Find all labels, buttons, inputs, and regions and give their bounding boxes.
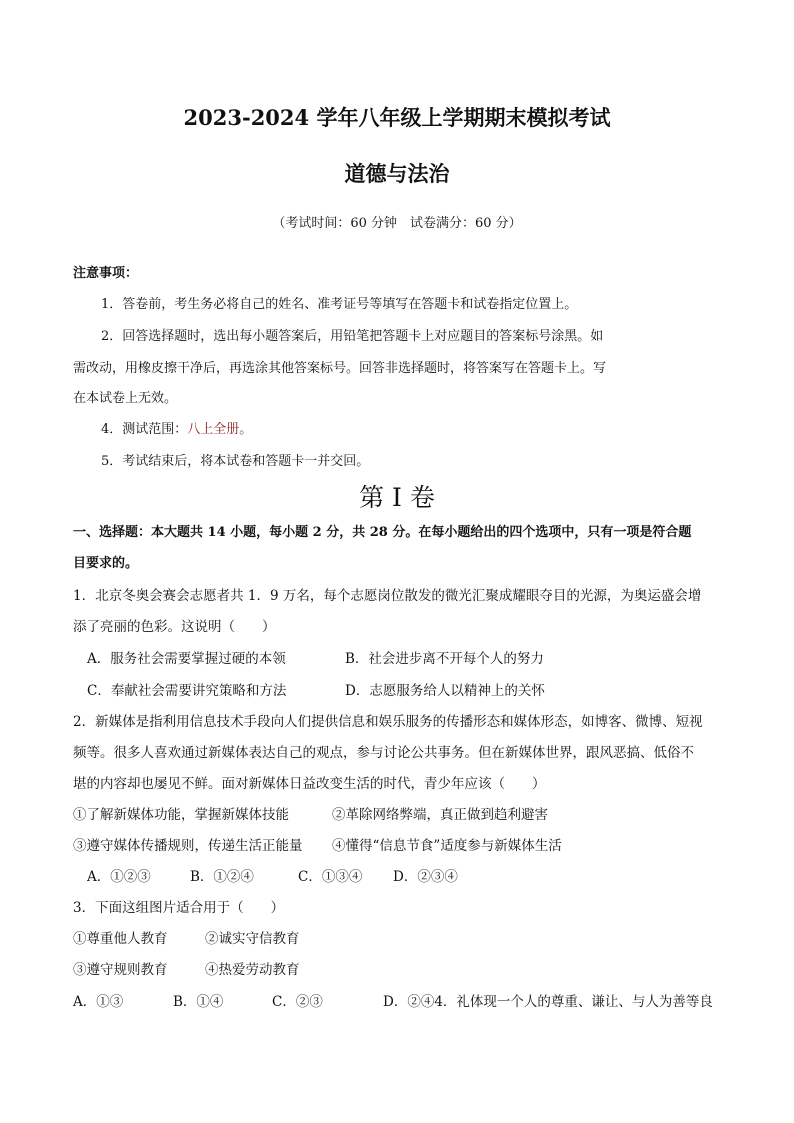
q3-statement-4: ④热爱劳动教育 <box>205 962 300 978</box>
q2-option-d: D．②③④ <box>393 869 458 885</box>
notice-item-5: 5．考试结束后，将本试卷和答题卡一并交回。 <box>101 454 370 469</box>
notice-item-2-line-2: 需改动，用橡皮擦干净后，再选涂其他答案标号。回答非选择题时，将答案写在答题卡上。写 <box>73 361 607 376</box>
q2-stem-line-3: 堪的内容却也屡见不鲜。面对新媒体日益改变生活的时代，青少年应该（ ） <box>73 776 546 792</box>
q3-option-b: B．①④ <box>173 994 224 1010</box>
notice-item-4 <box>101 421 252 439</box>
notice-item-1: 1．答卷前，考生务必将自己的姓名、准考证号等填写在答题卡和试卷指定位置上。 <box>101 297 578 312</box>
q1-option-c: C．奉献社会需要讲究策略和方法 <box>87 683 287 699</box>
q3-option-d-and-q4-start: D．②④4．礼体现一个人的尊重、谦让、与人为善等良 <box>383 994 713 1010</box>
notice-item-4-prefix: 4．测试范围： <box>101 422 188 437</box>
subject-title: 道德与法治 <box>344 161 450 186</box>
q2-option-a: A．①②③ <box>87 869 151 885</box>
q2-stem-line-1: 2．新媒体是指利用信息技术手段向人们提供信息和娱乐服务的传播形态和媒体形态，如博客、微博、短视 <box>73 714 703 730</box>
q1-option-d: D．志愿服务给人以精神上的关怀 <box>345 683 545 699</box>
exam-title: 2023-2024 学年八年级上学期期末模拟考试 <box>183 105 611 130</box>
section-1-line-2: 目要求的。 <box>73 556 139 571</box>
q1-stem-line-1: 1．北京冬奥会赛会志愿者共 1．9 万名，每个志愿岗位散发的微光汇聚成耀眼夺目的光源，为奥运盛会增 <box>73 588 702 604</box>
section-1-line-1: 一、选择题：本大题共 14 小题，每小题 2 分，共 28 分。在每小题给出的四个选项中，只有一项是符合题 <box>73 525 692 540</box>
q2-option-b: B．①②④ <box>190 869 254 885</box>
q3-option-a: A．①③ <box>73 994 124 1010</box>
q3-statement-1: ①尊重他人教育 <box>73 931 168 947</box>
q2-statement-4: ④懂得“信息节食”适度参与新媒体生活 <box>332 838 562 854</box>
notice-item-2-line-1: 2．回答选择题时，选出每小题答案后，用铅笔把答题卡上对应题目的答案标号涂黑。如 <box>101 329 604 344</box>
q2-statement-2: ②革除网络弊端，真正做到趋利避害 <box>332 807 548 823</box>
notice-item-2-line-3: 在本试卷上无效。 <box>73 391 178 406</box>
q1-stem-line-2: 添了亮丽的色彩。这说明（ ） <box>73 619 276 635</box>
q2-stem-line-2: 频等。很多人喜欢通过新媒体表达自己的观点，参与讨论公共事务。但在新媒体世界，跟风恶搞、低俗不 <box>73 745 694 761</box>
volume-title: 第 I 卷 <box>359 483 435 512</box>
q3-statement-2: ②诚实守信教育 <box>205 931 300 947</box>
q3-stem: 3．下面这组图片适合用于（ ） <box>73 900 285 916</box>
q3-option-c: C．②③ <box>272 994 323 1010</box>
notice-heading: 注意事项： <box>73 266 139 281</box>
q1-option-b: B．社会进步离不开每个人的努力 <box>345 651 544 667</box>
test-scope: 八上全册 <box>187 422 240 437</box>
exam-info: （考试时间：60 分钟 试卷满分：60 分） <box>272 216 522 231</box>
notice-item-4-suffix: 。 <box>239 422 253 437</box>
q2-statement-3: ③遵守媒体传播规则，传递生活正能量 <box>73 838 303 854</box>
q2-statement-1: ①了解新媒体功能，掌握新媒体技能 <box>73 807 289 823</box>
q3-statement-3: ③遵守规则教育 <box>73 962 168 978</box>
q1-option-a: A．服务社会需要掌握过硬的本领 <box>87 651 286 667</box>
q2-option-c: C．①③④ <box>298 869 363 885</box>
